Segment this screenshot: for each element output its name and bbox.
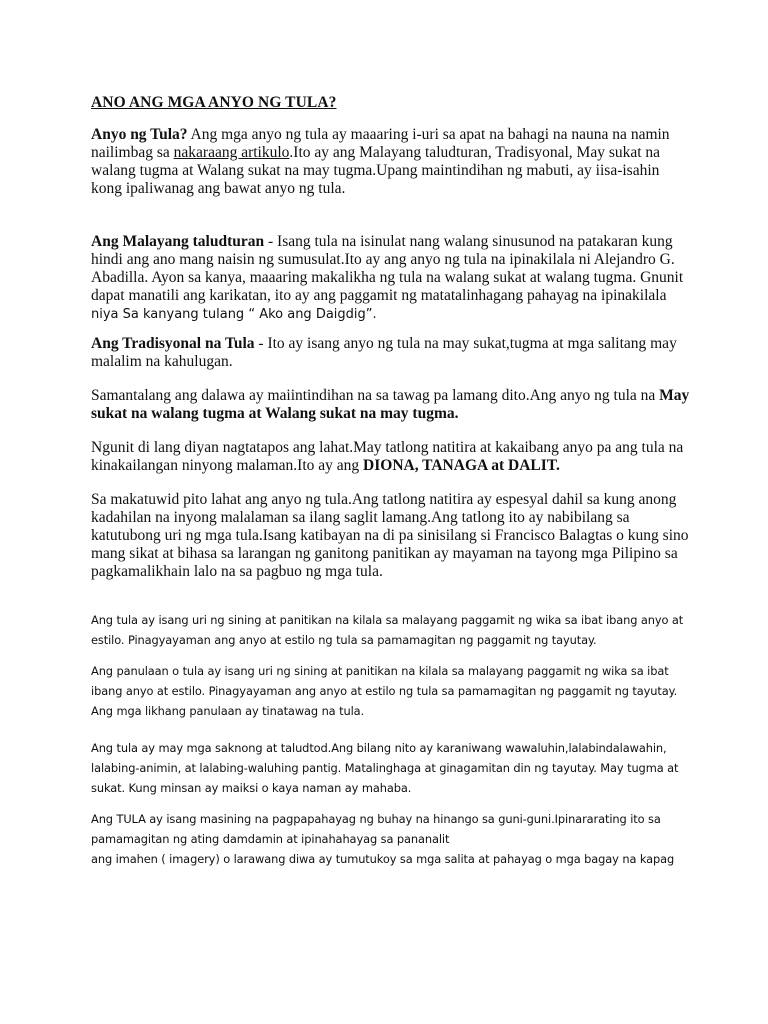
sans-paragraph-3 [91, 738, 691, 798]
malayang-heading: Ang Malayang taludturan [91, 233, 265, 250]
sans-p1-line-2: estilo. Pinagyayaman ang anyo at estilo ng tula sa pamamagitan ng paggamit ng tayutay. [91, 633, 597, 647]
malayang-text: - Isang tula na isinulat nang walang sinusunod na patakaran kung hindi ang ano mang naisin ng sumusulat.Ito ay ang anyo ng tula na ipinakilala ni Alejandro G. Abadilla. Ayon sa kanya, maaaring makalikha ng tula na walang sukat at walang tugma. Gnunit dapat manatili ang karikatan, ito ay ang paggamit ng matatalinhagang pahayag na ipinakilala [91, 233, 684, 304]
ngunit-text: Ngunit di lang diyan nagtatapos ang lahat.May tatlong natitira at kakaibang anyo pa ang tula na kinakailangan ninyong malaman.Ito ay ang [91, 439, 684, 474]
intro-text-cont: .Ito ay ang Malayang taludturan, Tradisyonal, May sukat na walang tugma at Walang sukat na may tugma.Upang maintindihan ng mabuti, ay iisa-isahin kong ipaliwanag ang bawat anyo ng tula. [91, 144, 661, 197]
sans-p3-line-1: Ang tula ay may mga saknong at taludtod.Ang bilang nito ay karaniwang wawaluhin,lalabindalawahin, [91, 741, 667, 755]
sans-p2-line-1: Ang panulaan o tula ay isang uri ng sining at panitikan na kilala sa malayang paggamit ng wika sa ibat [91, 664, 669, 678]
tradisyonal-text: - Ito ay isang anyo ng tula na may sukat,tugma at mga salitang may malalim na kahulugan. [91, 335, 677, 370]
sans-p1-line-1: Ang tula ay isang uri ng sining at panitikan na kilala sa malayang paggamit ng wika sa ibat ibang anyo at [91, 613, 684, 627]
sans-p3-line-2: lalabing-animin, at lalabing-waluhing pantig. Matalinghaga at ginagamitan din ng tayutay. May tugma at [91, 761, 679, 775]
intro-text: Ang mga anyo ng tula ay maaaring i-uri sa apat na bahagi na nauna na namin nailimbag sa [91, 126, 670, 161]
malayang-paragraph [91, 233, 691, 324]
samantala-bold: May sukat na walang tugma at Walang sukat na may tugma. [91, 387, 690, 422]
sans-paragraph-1 [91, 610, 691, 650]
sans-p4-line-1: Ang TULA ay isang masining na pagpapahayag ng buhay na hinango sa guni-guni.Ipinararating ito sa [91, 812, 661, 826]
intro-heading: Anyo ng Tula? [91, 126, 188, 143]
ngunit-paragraph [91, 439, 691, 475]
samantala-text: Samantalang ang dalawa ay maiintindihan na sa tawag pa lamang dito.Ang anyo ng tula na [91, 387, 660, 404]
makatuwid-paragraph [91, 491, 691, 581]
page-title: ANO ANG MGA ANYO NG TULA? [91, 94, 337, 111]
ngunit-bold: DIONA, TANAGA at DALIT. [363, 457, 560, 474]
sans-paragraph-4 [91, 809, 691, 869]
sans-p2-line-2: ibang anyo at estilo. Pinagyayaman ang anyo at estilo ng tula sa pamamagitan ng paggamit ng tayutay. [91, 684, 678, 698]
nakaraang-artikulo-link[interactable]: nakaraang artikulo [173, 144, 290, 161]
makatuwid-text: Sa makatuwid pito lahat ang anyo ng tula.Ang tatlong natitira ay espesyal dahil sa kung anong kadahilan na inyong malalaman sa ilang saglit lamang.Ang tatlong ito ay nabibilang sa katutubong uri ng mga tula.Isang katibayan na di pa sinisilang si Francisco Balagtas o kung sino mang sikat at bihasa sa larangan ng ganitong panitikan ay mayaman na tayong mga Pilipino sa pagkamalikhain lalo na sa pagbuo ng mga tula. [91, 491, 689, 580]
malayang-sans-tail: niya Sa kanyang tulang “ Ako ang Daigdig”. [91, 307, 377, 322]
samantala-paragraph [91, 387, 691, 423]
sans-p4-line-2: pamamagitan ng ating damdamin at ipinahahayag sa pananalit [91, 832, 450, 846]
intro-paragraph [91, 126, 691, 198]
sans-p3-line-3: sukat. Kung minsan ay maiksi o kaya naman ay mahaba. [91, 781, 412, 795]
tradisyonal-paragraph [91, 335, 691, 371]
sans-paragraph-2 [91, 661, 691, 721]
sans-p4-line-3: ang imahen ( imagery) o larawang diwa ay tumutukoy sa mga salita at pahayag o mga bagay na kapag [91, 852, 675, 866]
tradisyonal-heading: Ang Tradisyonal na Tula [91, 335, 255, 352]
sans-p2-line-3: Ang mga likhang panulaan ay tinatawag na tula. [91, 704, 365, 718]
